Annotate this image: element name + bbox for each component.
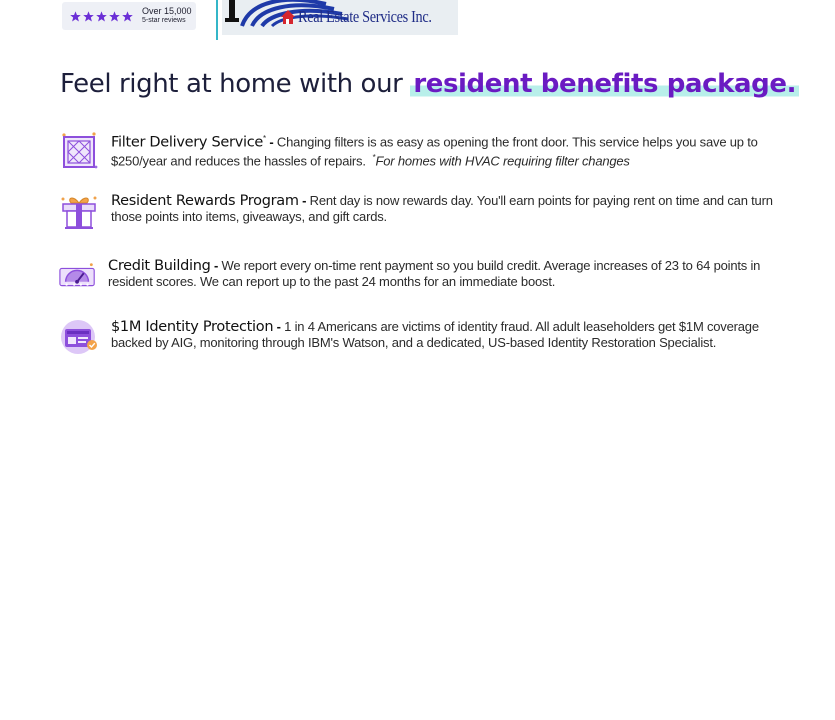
benefit-description: Changing filters is as easy as opening the front door. This service helps you save up to $250/year and reduces the hassles of repairs. — [111, 134, 758, 169]
gift-icon — [58, 193, 100, 233]
reviews-badge — [62, 2, 196, 30]
benefit-note: For homes with HVAC requiring filter changes — [375, 153, 630, 169]
title-dash: - — [298, 193, 310, 208]
benefit-description: Rent day is now rewards day. You'll earn points for paying rent on time and can turn those points into items, giveaways, and gift cards. — [111, 193, 773, 224]
star-icon — [83, 11, 94, 22]
reviews-text — [142, 7, 192, 25]
title-dash: - — [265, 134, 277, 150]
benefit-title: Credit Building — [108, 258, 211, 274]
benefit-filter-delivery — [58, 131, 798, 171]
identity-card-icon — [58, 319, 100, 359]
benefit-credit-building — [58, 258, 798, 298]
benefit-identity-protection — [58, 319, 798, 359]
star-icon — [109, 11, 120, 22]
company-name: Real Estate Services Inc. — [298, 7, 432, 26]
star-icon — [122, 11, 133, 22]
benefit-text — [111, 193, 791, 225]
top-bar — [0, 0, 835, 42]
filter-icon — [58, 131, 100, 171]
benefit-title: Resident Rewards Program — [111, 193, 299, 209]
benefit-resident-rewards — [58, 193, 798, 233]
benefit-text — [108, 258, 788, 290]
page-headline — [60, 69, 799, 99]
headline-prefix: Feel right at home with our — [60, 69, 411, 99]
title-dash: - — [210, 258, 222, 273]
note-asterisk: * — [372, 153, 376, 163]
company-logo — [222, 0, 458, 35]
reviews-count: Over 15,000 — [142, 6, 192, 16]
header-divider — [216, 0, 218, 40]
rating-stars — [70, 11, 135, 22]
star-icon — [96, 11, 107, 22]
reviews-label: 5-star reviews — [142, 17, 186, 24]
star-icon — [70, 11, 81, 22]
title-dash: - — [273, 319, 285, 334]
title-asterisk: * — [263, 134, 266, 143]
benefit-title: $1M Identity Protection — [111, 319, 274, 335]
benefit-description: We report every on-time rent payment so you build credit. Average increases of 23 to 64 points in resident scores. We can report up to the past 24 months for an immediate boost. — [108, 258, 761, 289]
credit-gauge-icon — [58, 258, 98, 298]
benefit-text — [111, 319, 791, 351]
benefit-description: 1 in 4 Americans are victims of identity fraud. All adult leaseholders get $1M coverage backed by AIG, monitoring through IBM's Watson, and a dedicated, US-based Identity Restoration Specialist. — [111, 319, 759, 350]
benefit-title: Filter Delivery Service — [111, 134, 264, 151]
headline-accent: resident benefits package. — [410, 69, 799, 99]
benefit-text — [111, 131, 791, 170]
